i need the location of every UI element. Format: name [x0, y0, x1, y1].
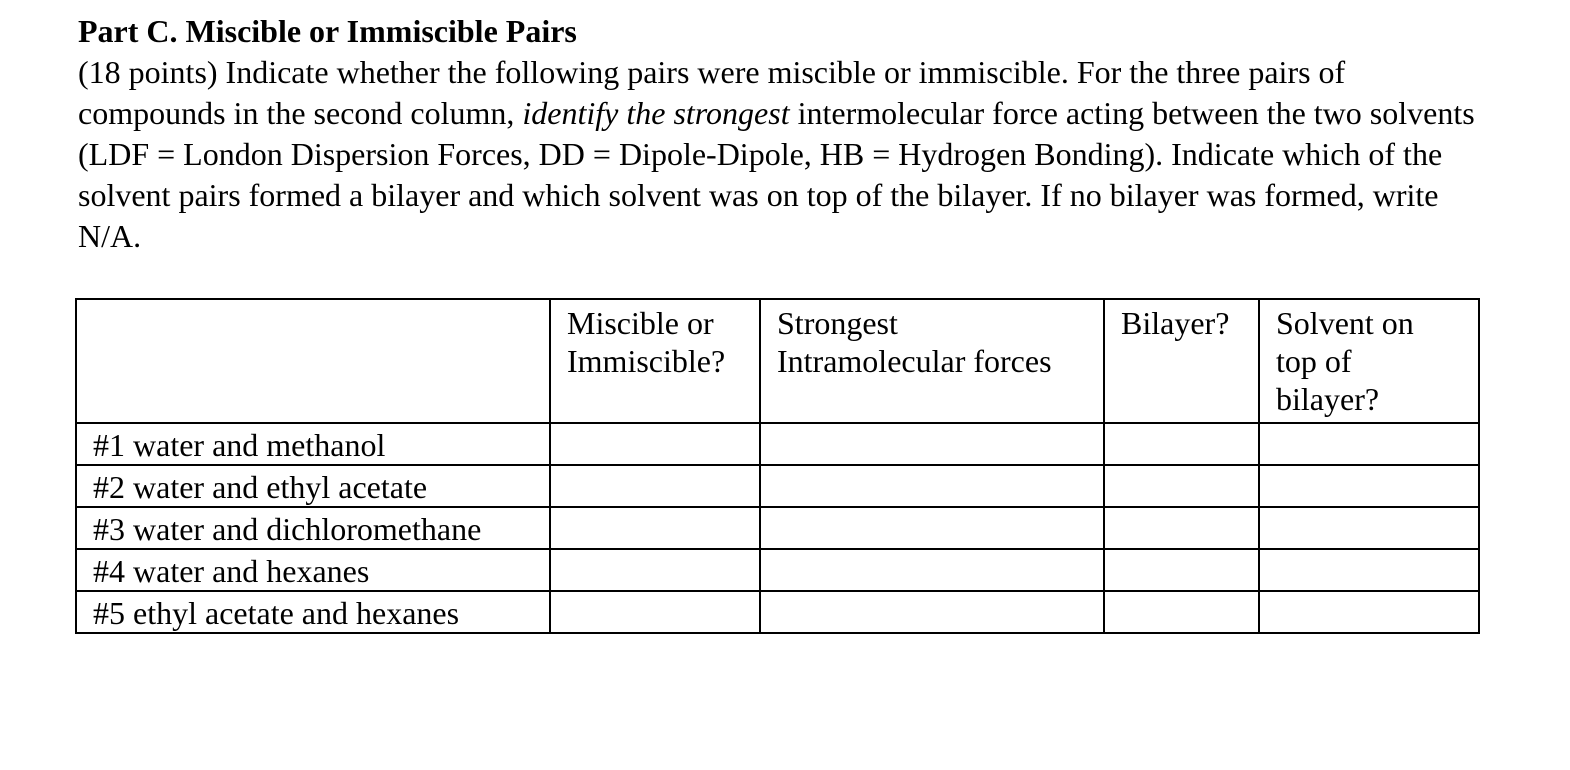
- header-strongest-forces: Strongest Intramolecular forces: [760, 299, 1104, 423]
- miscible-answer-cell[interactable]: [550, 549, 760, 591]
- forces-answer-cell[interactable]: [760, 507, 1104, 549]
- header-pair: [76, 299, 550, 423]
- bilayer-answer-cell[interactable]: [1104, 465, 1259, 507]
- forces-answer-cell[interactable]: [760, 465, 1104, 507]
- bilayer-answer-cell[interactable]: [1104, 423, 1259, 465]
- pair-label: #4 water and hexanes: [76, 549, 550, 591]
- table-row: [76, 465, 1479, 507]
- instructions-paragraph: [78, 52, 1478, 257]
- instructions-text-2: intermolecular force acting between the two solvents (LDF = London Dispersion Forces, DD = Dipole-Dipole, HB = Hydrogen Bonding). Indicate which of the solvent pairs formed a bilayer and which solvent was on top of the bilayer. If no bilayer was formed, write N/A.: [78, 95, 1475, 254]
- top-solvent-answer-cell[interactable]: [1259, 465, 1479, 507]
- header-bilayer: Bilayer?: [1104, 299, 1259, 423]
- bilayer-answer-cell[interactable]: [1104, 549, 1259, 591]
- pair-label: #5 ethyl acetate and hexanes: [76, 591, 550, 633]
- top-solvent-answer-cell[interactable]: [1259, 423, 1479, 465]
- bilayer-answer-cell[interactable]: [1104, 591, 1259, 633]
- miscible-answer-cell[interactable]: [550, 465, 760, 507]
- section-heading: Part C. Miscible or Immiscible Pairs: [78, 13, 577, 49]
- instructions-emphasis: identify the strongest: [522, 95, 790, 131]
- forces-answer-cell[interactable]: [760, 591, 1104, 633]
- pair-label: #3 water and dichloromethane: [76, 507, 550, 549]
- table-row: [76, 507, 1479, 549]
- bilayer-answer-cell[interactable]: [1104, 507, 1259, 549]
- table-row: [76, 423, 1479, 465]
- answer-table: [75, 298, 1480, 634]
- top-solvent-answer-cell[interactable]: [1259, 549, 1479, 591]
- forces-answer-cell[interactable]: [760, 423, 1104, 465]
- top-solvent-answer-cell[interactable]: [1259, 507, 1479, 549]
- table-header-row: [76, 299, 1479, 423]
- pair-label: #1 water and methanol: [76, 423, 550, 465]
- top-solvent-answer-cell[interactable]: [1259, 591, 1479, 633]
- instructions-text-1: (18 points) Indicate whether the following pairs were miscible or immiscible. For the three pairs of compounds in the second column,: [78, 54, 1346, 131]
- table-row: [76, 549, 1479, 591]
- table-row: [76, 591, 1479, 633]
- pair-label: #2 water and ethyl acetate: [76, 465, 550, 507]
- miscible-answer-cell[interactable]: [550, 423, 760, 465]
- miscible-answer-cell[interactable]: [550, 507, 760, 549]
- forces-answer-cell[interactable]: [760, 549, 1104, 591]
- header-miscible: Miscible or Immiscible?: [550, 299, 760, 423]
- header-solvent-on-top: Solvent on top of bilayer?: [1259, 299, 1479, 423]
- document-page: [78, 10, 1498, 257]
- miscible-answer-cell[interactable]: [550, 591, 760, 633]
